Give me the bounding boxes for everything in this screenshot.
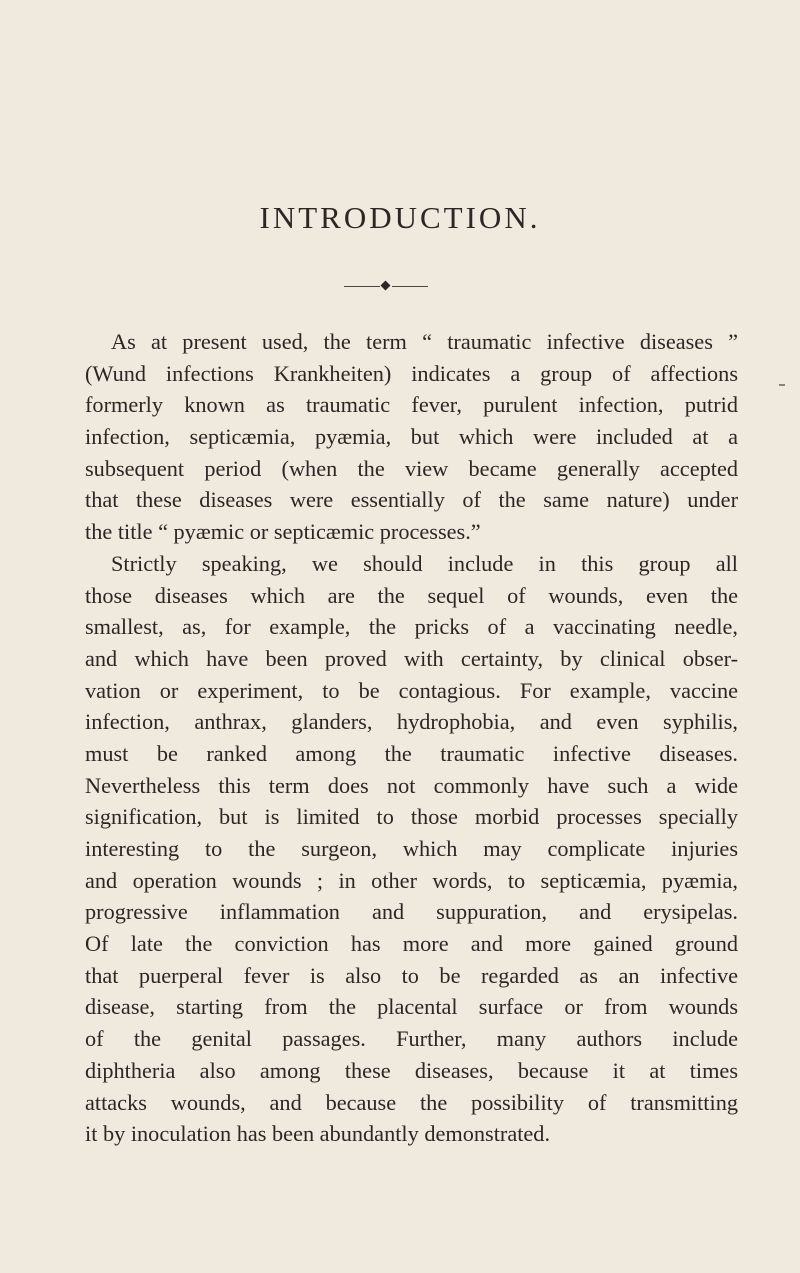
ornament-rule-right: [392, 286, 428, 287]
text-line: that these diseases were essentially of the same nature) under: [85, 487, 738, 513]
body-text: [85, 326, 738, 1150]
text-line: Nevertheless this term does not commonly have such a wide: [85, 772, 738, 798]
diamond-icon: [381, 281, 391, 291]
text-line: those diseases which are the sequel of wounds, even the: [85, 582, 738, 608]
text-line: Strictly speaking, we should include in this group all: [111, 550, 738, 576]
text-line: infection, septicæmia, pyæmia, but which were included at a: [85, 424, 738, 450]
text-line: interesting to the surgeon, which may complicate injuries: [85, 836, 738, 861]
margin-mark: [779, 384, 785, 386]
text-line: and operation wounds ; in other words, to septicæmia, pyæmia,: [85, 867, 738, 893]
text-line: smallest, as, for example, the pricks of a vaccinating needle,: [85, 614, 738, 640]
text-line: formerly known as traumatic fever, purulent infection, putrid: [85, 392, 738, 418]
text-line: the title “ pyæmic or septicæmic processes.”: [85, 519, 481, 545]
text-line: that puerperal fever is also to be regarded as an infective: [85, 962, 738, 988]
text-line: infection, anthrax, glanders, hydrophobia, and even syphilis,: [85, 709, 738, 735]
text-line: and which have been proved with certainty, by clinical obser-: [85, 645, 738, 671]
text-line: it by inoculation has been abundantly demonstrated.: [85, 1121, 551, 1147]
text-line: Of late the conviction has more and more gained ground: [85, 931, 738, 957]
text-line: subsequent period (when the view became generally accepted: [85, 455, 738, 481]
text-line: progressive inflammation and suppuration, and erysipelas.: [85, 899, 738, 925]
text-line: of the genital passages. Further, many authors include: [85, 1026, 738, 1052]
text-line: diphtheria also among these diseases, because it at times: [85, 1057, 738, 1083]
text-line: disease, starting from the placental surface or from wounds: [85, 994, 738, 1020]
text-line: As at present used, the term “ traumatic infective diseases ”: [111, 329, 738, 354]
text-line: must be ranked among the traumatic infective diseases.: [85, 740, 738, 766]
ornament-rule-left: [344, 286, 380, 287]
text-line: attacks wounds, and because the possibility of transmitting: [85, 1089, 738, 1115]
title-ornament: [344, 281, 428, 291]
text-line: vation or experiment, to be contagious. For example, vaccine: [85, 677, 738, 703]
text-line: signification, but is limited to those morbid processes specially: [85, 804, 738, 830]
chapter-title: INTRODUCTION.: [259, 200, 541, 235]
text-line: (Wund infections Krankheiten) indicates a group of affections: [85, 360, 738, 386]
